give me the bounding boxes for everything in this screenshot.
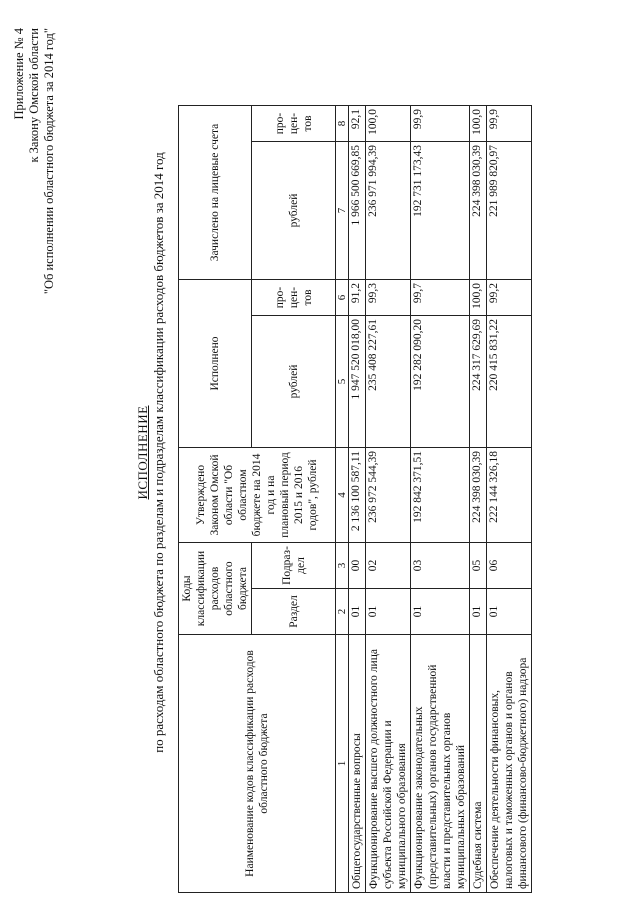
row-exec-pct: 99,7 [411, 280, 470, 316]
row-podrazdel: 00 [349, 543, 366, 589]
row-exec-rub: 220 415 831,22 [487, 316, 532, 448]
col-number: 2 [336, 589, 349, 635]
row-exec-rub: 224 317 629,69 [470, 316, 487, 448]
row-name: Функционирование высшего должностного лица субъекта Российской Федерации и муниципального образования [366, 635, 411, 893]
col-number: 1 [336, 635, 349, 893]
col-number: 3 [336, 543, 349, 589]
document-subtitle: по расходам областного бюджета по разделам и подразделам классификации расходов бюджетов за 2014 год [151, 152, 166, 753]
table-row [487, 106, 532, 893]
row-approved: 192 842 371,51 [411, 448, 470, 543]
appendix-law: к Закону Омской области [27, 28, 41, 163]
row-cred-rub: 224 398 030,39 [470, 142, 487, 280]
row-podrazdel: 06 [487, 543, 532, 589]
row-approved: 2 136 100 587,11 [349, 448, 366, 543]
row-cred-pct: 100,0 [366, 106, 411, 142]
col-number: 7 [336, 142, 349, 280]
document-title: ИСПОЛНЕНИЕ [135, 405, 150, 500]
row-podrazdel: 05 [470, 543, 487, 589]
row-podrazdel: 02 [366, 543, 411, 589]
row-cred-pct: 100,0 [470, 106, 487, 142]
header-exec-pct: про-цен-тов [252, 280, 336, 316]
row-cred-pct: 92,1 [349, 106, 366, 142]
appendix-number: Приложение № 4 [12, 28, 26, 120]
table-row [411, 106, 470, 893]
row-exec-pct: 99,3 [366, 280, 411, 316]
row-exec-rub: 192 282 090,20 [411, 316, 470, 448]
header-name: Наименование кодов классификации расходов областного бюджета [179, 635, 336, 893]
row-razdel: 01 [349, 589, 366, 635]
budget-table [178, 105, 532, 893]
row-cred-pct: 99,9 [487, 106, 532, 142]
row-cred-rub: 221 989 820,97 [487, 142, 532, 280]
row-exec-pct: 100,0 [470, 280, 487, 316]
table-row [366, 106, 411, 893]
row-exec-rub: 1 947 520 018,00 [349, 316, 366, 448]
row-name: Функционирование законодательных (представительных) органов государственной власти и представительных органов муниципальных образований [411, 635, 470, 893]
header-credited: Зачислено на лицевые счета [179, 106, 252, 280]
row-cred-rub: 192 731 173,43 [411, 142, 470, 280]
appendix-law-title: "Об исполнении областного бюджета за 2014 год" [42, 28, 56, 295]
row-exec-pct: 99,2 [487, 280, 532, 316]
header-razdel: Раздел [252, 589, 336, 635]
row-name: Обеспечение деятельности финансовых, налоговых и таможенных органов и органов финансового (финансово-бюджетного) надзора [487, 635, 532, 893]
header-exec-rub: рублей [252, 316, 336, 448]
row-name: Судебная система [470, 635, 487, 893]
header-cred-rub: рублей [252, 142, 336, 280]
header-cred-pct: про-цен-тов [252, 106, 336, 142]
row-approved: 236 972 544,39 [366, 448, 411, 543]
header-approved: Утверждено Законом Омской области "Об областном бюджете на 2014 год и на плановый период 2015 и 2016 годов", рублей [179, 448, 336, 543]
column-number-row [336, 106, 349, 893]
table-row [349, 106, 366, 893]
row-exec-pct: 91,2 [349, 280, 366, 316]
row-razdel: 01 [366, 589, 411, 635]
table-row [470, 106, 487, 893]
col-number: 5 [336, 316, 349, 448]
row-razdel: 01 [470, 589, 487, 635]
row-name: Общегосударственные вопросы [349, 635, 366, 893]
header-executed: Исполнено [179, 280, 252, 448]
appendix-header [12, 28, 57, 294]
row-razdel: 01 [411, 589, 470, 635]
col-number: 4 [336, 448, 349, 543]
row-cred-rub: 1 966 500 669,85 [349, 142, 366, 280]
row-cred-rub: 236 971 994,39 [366, 142, 411, 280]
header-podrazdel: Подраз-дел [252, 543, 336, 589]
row-razdel: 01 [487, 589, 532, 635]
header-codes: Коды классификации расходов областного бюджета [179, 543, 252, 635]
row-cred-pct: 99,9 [411, 106, 470, 142]
row-approved: 222 144 326,18 [487, 448, 532, 543]
row-podrazdel: 03 [411, 543, 470, 589]
col-number: 6 [336, 280, 349, 316]
row-exec-rub: 235 408 227,61 [366, 316, 411, 448]
col-number: 8 [336, 106, 349, 142]
row-approved: 224 398 030,39 [470, 448, 487, 543]
